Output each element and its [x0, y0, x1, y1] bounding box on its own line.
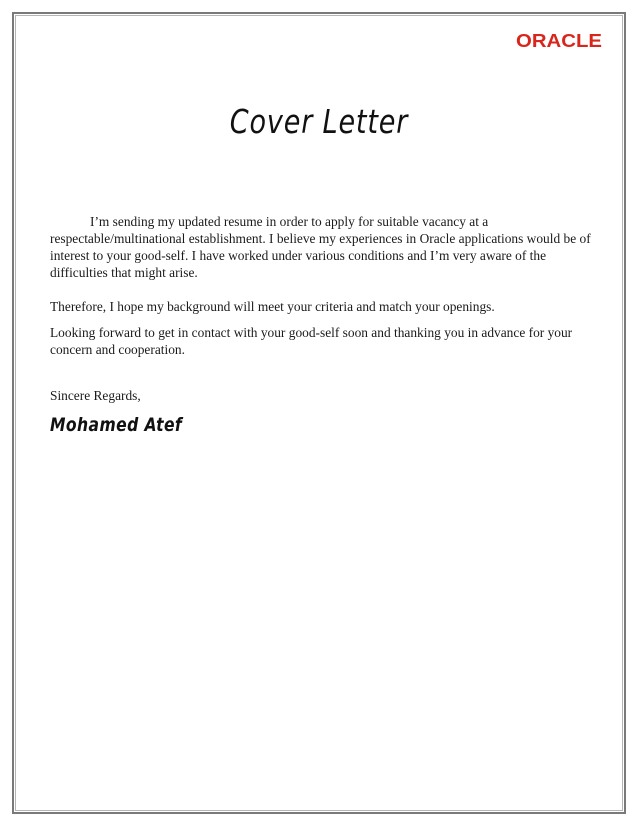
paragraph-intro: I’m sending my updated resume in order to apply for suitable vacancy at a respectable/multinational establishment. I believe my experiences in Oracle applications would be of interest to your good-self. I have worked under various conditions and I’m very aware of the difficulties that might arise.	[50, 214, 591, 280]
signature: Mohamed Atef	[50, 414, 183, 436]
oracle-logo	[514, 29, 604, 53]
page-title: Cover Letter	[229, 102, 409, 141]
paragraph-background: Therefore, I hope my background will meet your criteria and match your openings.	[50, 299, 495, 314]
paragraph-closing: Looking forward to get in contact with your good-self soon and thanking you in advance for your concern and cooperation.	[50, 325, 573, 357]
oracle-logo-text: ORACLE	[516, 31, 602, 51]
letter-body	[50, 213, 596, 404]
closing-salutation: Sincere Regards,	[50, 388, 141, 403]
